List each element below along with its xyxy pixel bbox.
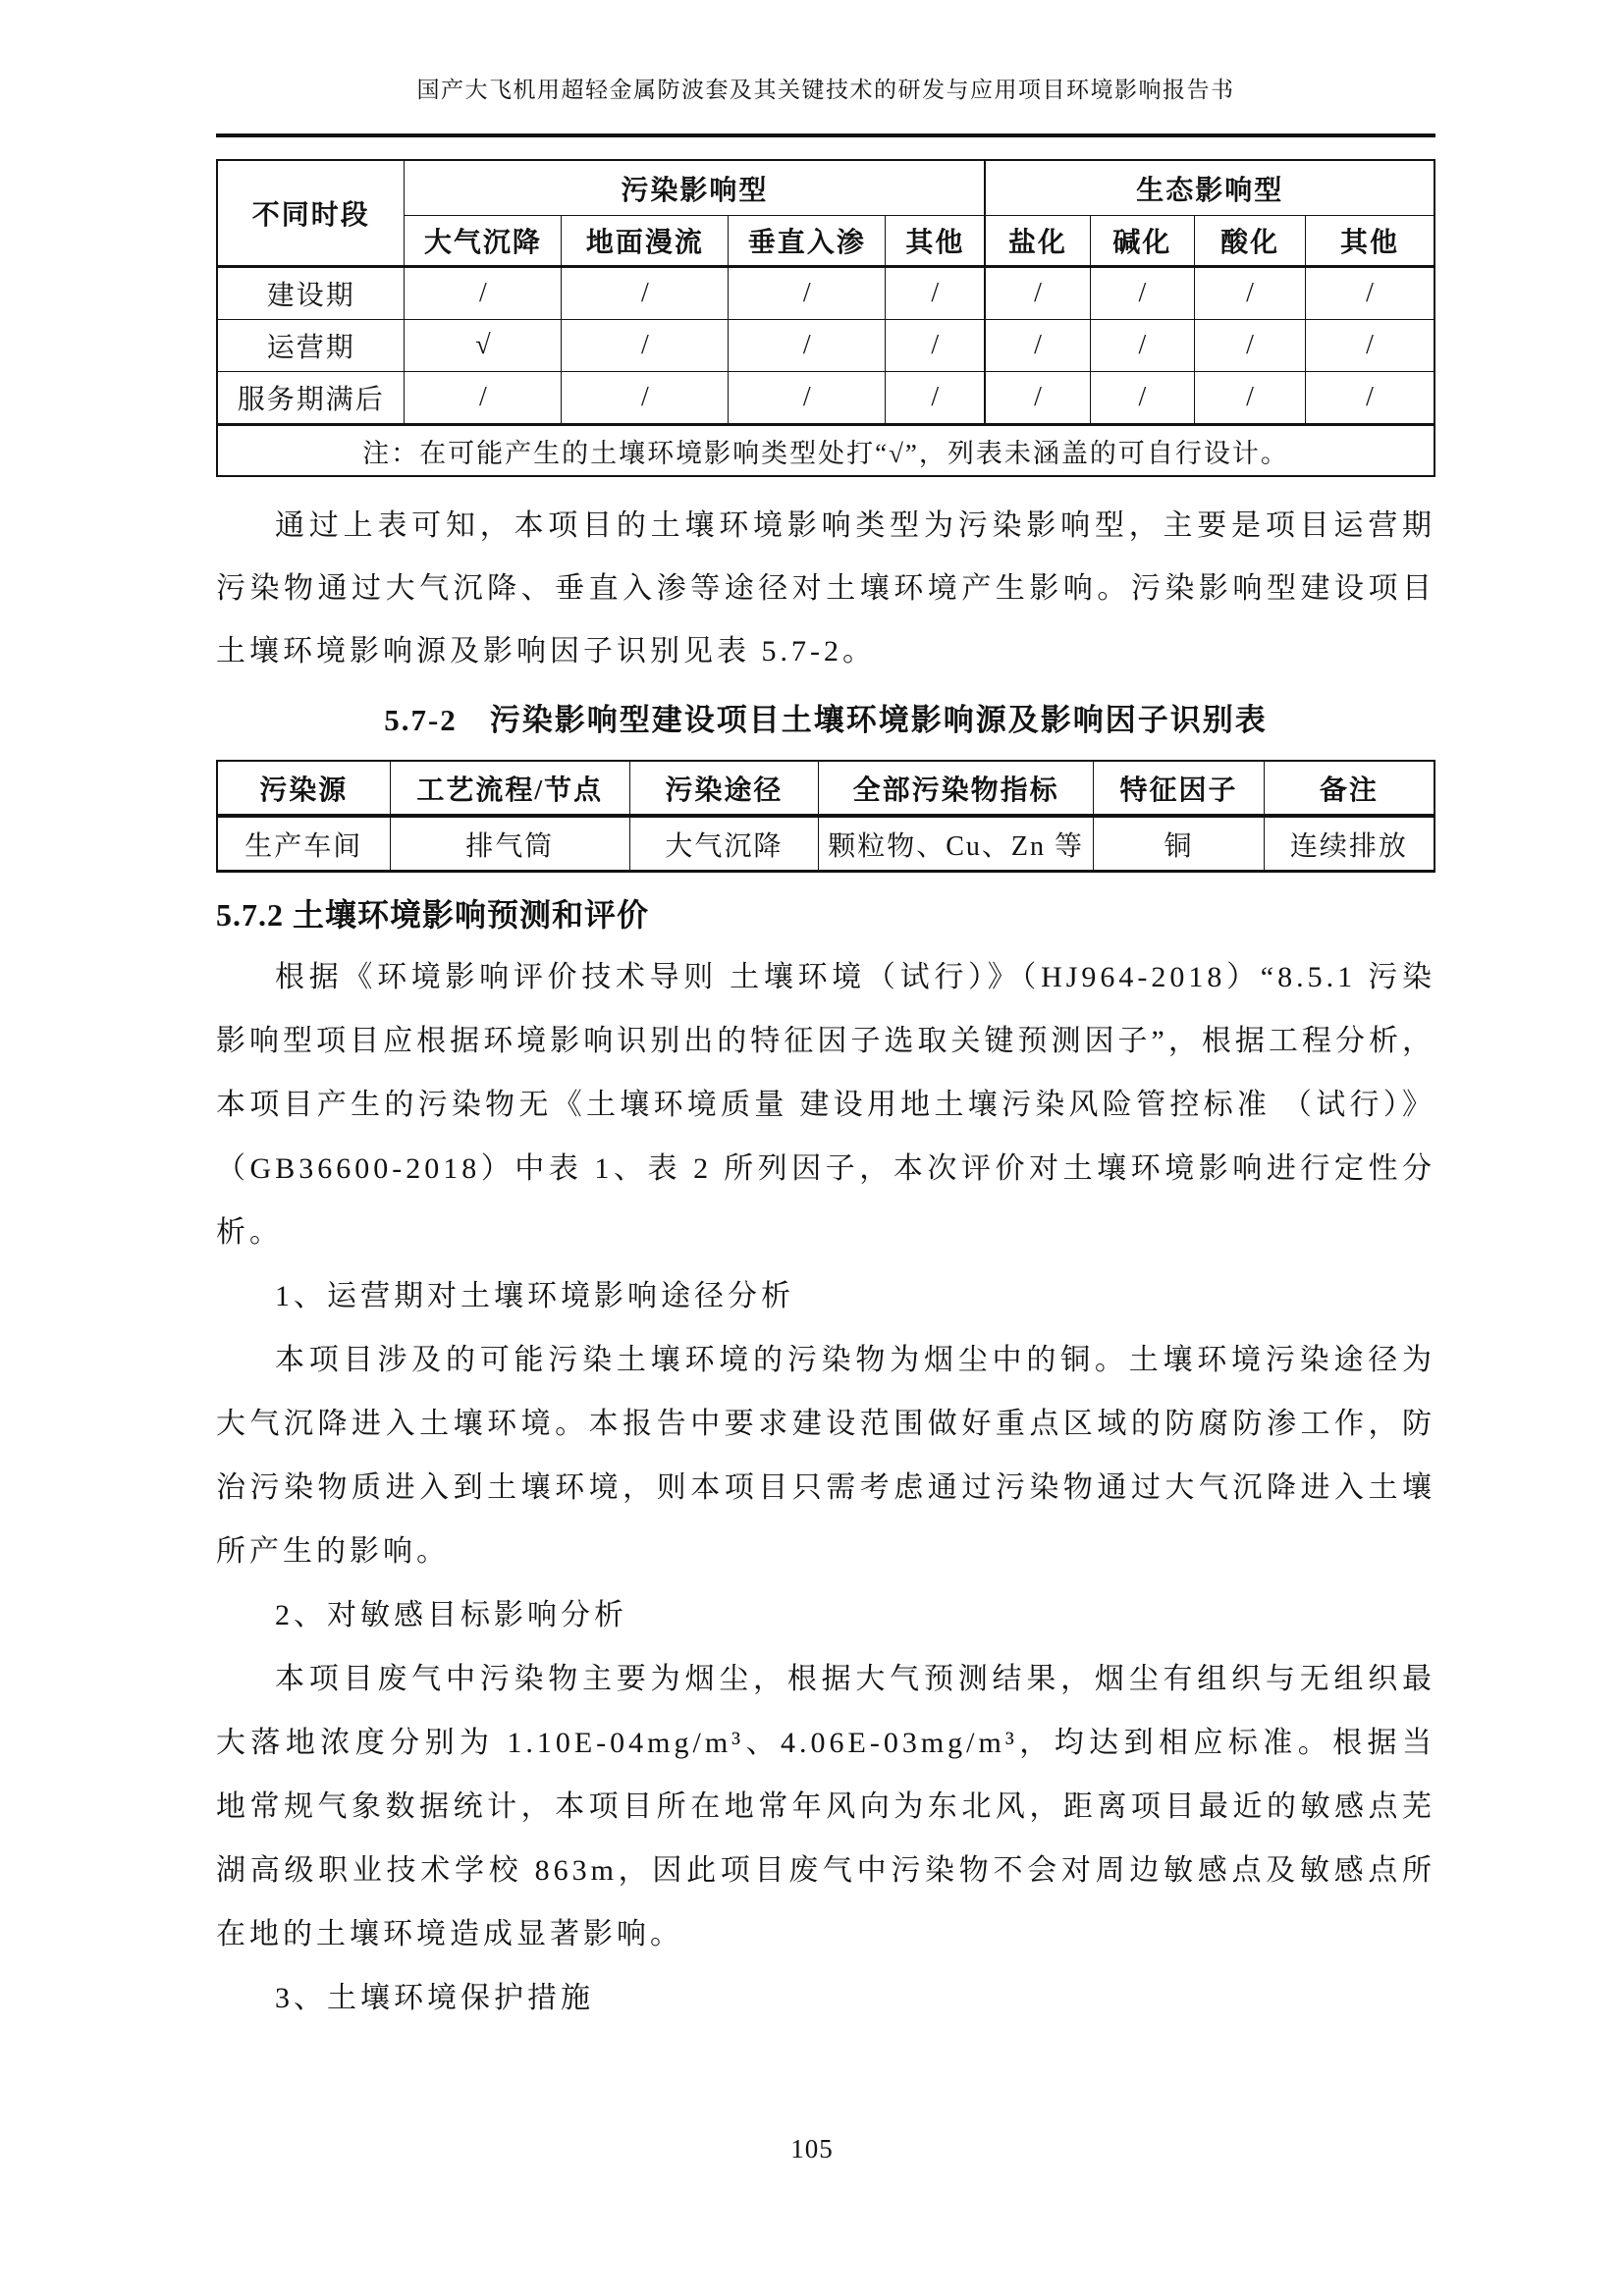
table-row (217, 761, 1435, 816)
table2-cell: 生产车间 (217, 816, 390, 872)
paragraph-pathway: 本项目涉及的可能污染土壤环境的污染物为烟尘中的铜。土壤环境污染途径为大气沉降进入土壤环境。本报告中要求建设范围做好重点区域的防腐防渗工作，防治污染物质进入到土壤环境，则本项目只需考虑通过污染物通过大气沉降进入土壤所产生的影响。 (216, 1344, 1435, 1568)
table1-subheader: 其他 (886, 216, 986, 267)
table1-cell: / (729, 372, 886, 425)
impact-source-factor-table (216, 760, 1435, 873)
paragraph-basis: 根据《环境影响评价技术导则 土壤环境（试行）》（HJ964-2018）“8.5.1 污染影响型项目应根据环境影响识别出的特征因子选取关键预测因子”，根据工程分析，本项目产生的污染物无《土壤环境质量 建设用地土壤污染风险管控标准 （试行）》（GB36600-2018）中表 1、表 2 所列因子，本次评价对土壤环境影响进行定性分析。 (216, 961, 1435, 1249)
table1-cell: / (562, 372, 729, 425)
table1-cell: / (562, 320, 729, 372)
table2-header: 特征因子 (1094, 761, 1265, 816)
table1-cell: / (985, 267, 1090, 320)
table2-header: 全部污染物指标 (819, 761, 1094, 816)
table-row (217, 267, 1435, 320)
table1-cell: / (1195, 320, 1306, 372)
table2-header: 污染途径 (629, 761, 818, 816)
table2-title: 5.7-2 污染影响型建设项目土壤环境影响源及影响因子识别表 (384, 703, 1268, 737)
paragraph-overview: 通过上表可知，本项目的土壤环境影响类型为污染影响型，主要是项目运营期污染物通过大气沉降、垂直入渗等途径对土壤环境产生影响。污染影响型建设项目土壤环境影响源及影响因子识别见表 5.7-2。 (216, 509, 1435, 667)
table2-header: 污染源 (217, 761, 390, 816)
page-number: 105 (790, 2134, 834, 2163)
table1-cell: / (1195, 372, 1306, 425)
soil-impact-type-table (216, 159, 1435, 477)
table1-subheader: 碱化 (1090, 216, 1195, 267)
table1-subheader: 地面漫流 (562, 216, 729, 267)
table1-cell: / (405, 372, 562, 425)
subheading-protection: 3、土壤环境保护措施 (275, 1982, 594, 2014)
table1-cell: / (729, 267, 886, 320)
table1-cell-check: √ (405, 320, 562, 372)
table1-cell: / (405, 267, 562, 320)
table-row (217, 816, 1435, 872)
header-title: 国产大飞机用超轻金属防波套及其关键技术的研发与应用项目环境影响报告书 (416, 78, 1235, 102)
subheading-sensitive: 2、对敏感目标影响分析 (275, 1599, 627, 1631)
table1-cell: / (562, 267, 729, 320)
table1-cell: / (1090, 267, 1195, 320)
table1-cell: / (886, 320, 986, 372)
header-rule (216, 133, 1435, 137)
subheading-pathway: 1、运营期对土壤环境影响途径分析 (275, 1280, 794, 1312)
table1-cell: / (1305, 372, 1435, 425)
table2-cell: 铜 (1094, 816, 1265, 872)
table1-cell: / (985, 320, 1090, 372)
table1-cell: / (729, 320, 886, 372)
table1-group-ecology: 生态影响型 (985, 160, 1435, 216)
section-heading: 5.7.2 土壤环境影响预测和评价 (216, 897, 650, 933)
table-row (217, 160, 1435, 216)
table2-header: 工艺流程/节点 (390, 761, 629, 816)
table1-cell: / (1090, 372, 1195, 425)
table1-cell: / (985, 372, 1090, 425)
table1-subheader: 其他 (1305, 216, 1435, 267)
table1-group-pollution: 污染影响型 (405, 160, 985, 216)
table2-cell: 颗粒物、Cu、Zn 等 (819, 816, 1094, 872)
table1-subheader: 垂直入渗 (729, 216, 886, 267)
table1-period-header: 不同时段 (217, 160, 405, 267)
table1-cell: / (1305, 267, 1435, 320)
table1-row-label: 建设期 (217, 267, 405, 320)
table1-note: 注：在可能产生的土壤环境影响类型处打“√”，列表未涵盖的可自行设计。 (217, 425, 1435, 477)
table2-cell: 排气筒 (390, 816, 629, 872)
table1-row-label: 服务期满后 (217, 372, 405, 425)
table1-cell: / (886, 372, 986, 425)
table1-cell: / (1195, 267, 1306, 320)
table1-row-label: 运营期 (217, 320, 405, 372)
table2-cell: 大气沉降 (629, 816, 818, 872)
table1-cell: / (1090, 320, 1195, 372)
table2-cell: 连续排放 (1264, 816, 1435, 872)
table-row (217, 425, 1435, 477)
table2-header: 备注 (1264, 761, 1435, 816)
table1-subheader: 大气沉降 (405, 216, 562, 267)
table-row (217, 372, 1435, 425)
table-row (217, 320, 1435, 372)
table1-subheader: 酸化 (1195, 216, 1306, 267)
table1-cell: / (886, 267, 986, 320)
table1-cell: / (1305, 320, 1435, 372)
table1-subheader: 盐化 (985, 216, 1090, 267)
paragraph-sensitive: 本项目废气中污染物主要为烟尘，根据大气预测结果，烟尘有组织与无组织最大落地浓度分别为 1.10E-04mg/m³、4.06E-03mg/m³，均达到相应标准。根据当地常规气象数据统计，本项目所在地常年风向为东北风，距离项目最近的敏感点芜湖高级职业技术学校 863m，因此项目废气中污染物不会对周边敏感点及敏感点所在地的土壤环境造成显著影响。 (216, 1663, 1435, 1950)
